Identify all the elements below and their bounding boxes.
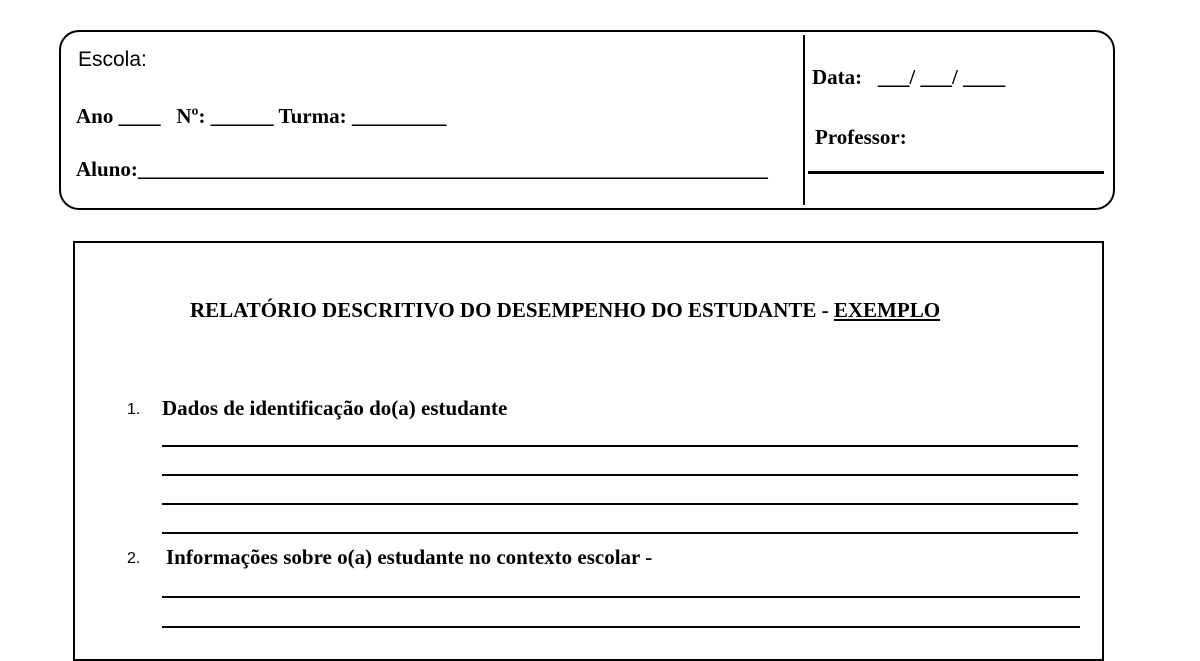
answer-line <box>162 626 1080 628</box>
report-title-text: RELATÓRIO DESCRITIVO DO DESEMPENHO DO ESTUDANTE - <box>190 298 834 322</box>
report-title <box>190 298 940 323</box>
header-vertical-divider <box>803 35 805 205</box>
answer-line <box>162 445 1078 447</box>
student-name-line: Aluno:____________________________________________________________ <box>76 157 768 181</box>
school-label: Escola: <box>78 48 147 71</box>
section-1-title: Dados de identificação do(a) estudante <box>162 396 508 420</box>
answer-line <box>162 474 1078 476</box>
section-2-number: 2. <box>127 550 141 567</box>
report-title-emphasis: EXEMPLO <box>833 298 941 322</box>
answer-line <box>162 596 1080 598</box>
section-1-number: 1. <box>127 401 141 418</box>
teacher-label: Professor: <box>815 125 907 149</box>
year-number-class-line: Ano ____ Nº: ______ Turma: _________ <box>76 104 447 128</box>
date-line: Data: ___/ ___/ ____ <box>812 65 1006 89</box>
teacher-signature-line <box>808 171 1104 174</box>
answer-line <box>162 532 1078 534</box>
section-2-title: Informações sobre o(a) estudante no contexto escolar - <box>166 545 653 569</box>
answer-line <box>162 503 1078 505</box>
